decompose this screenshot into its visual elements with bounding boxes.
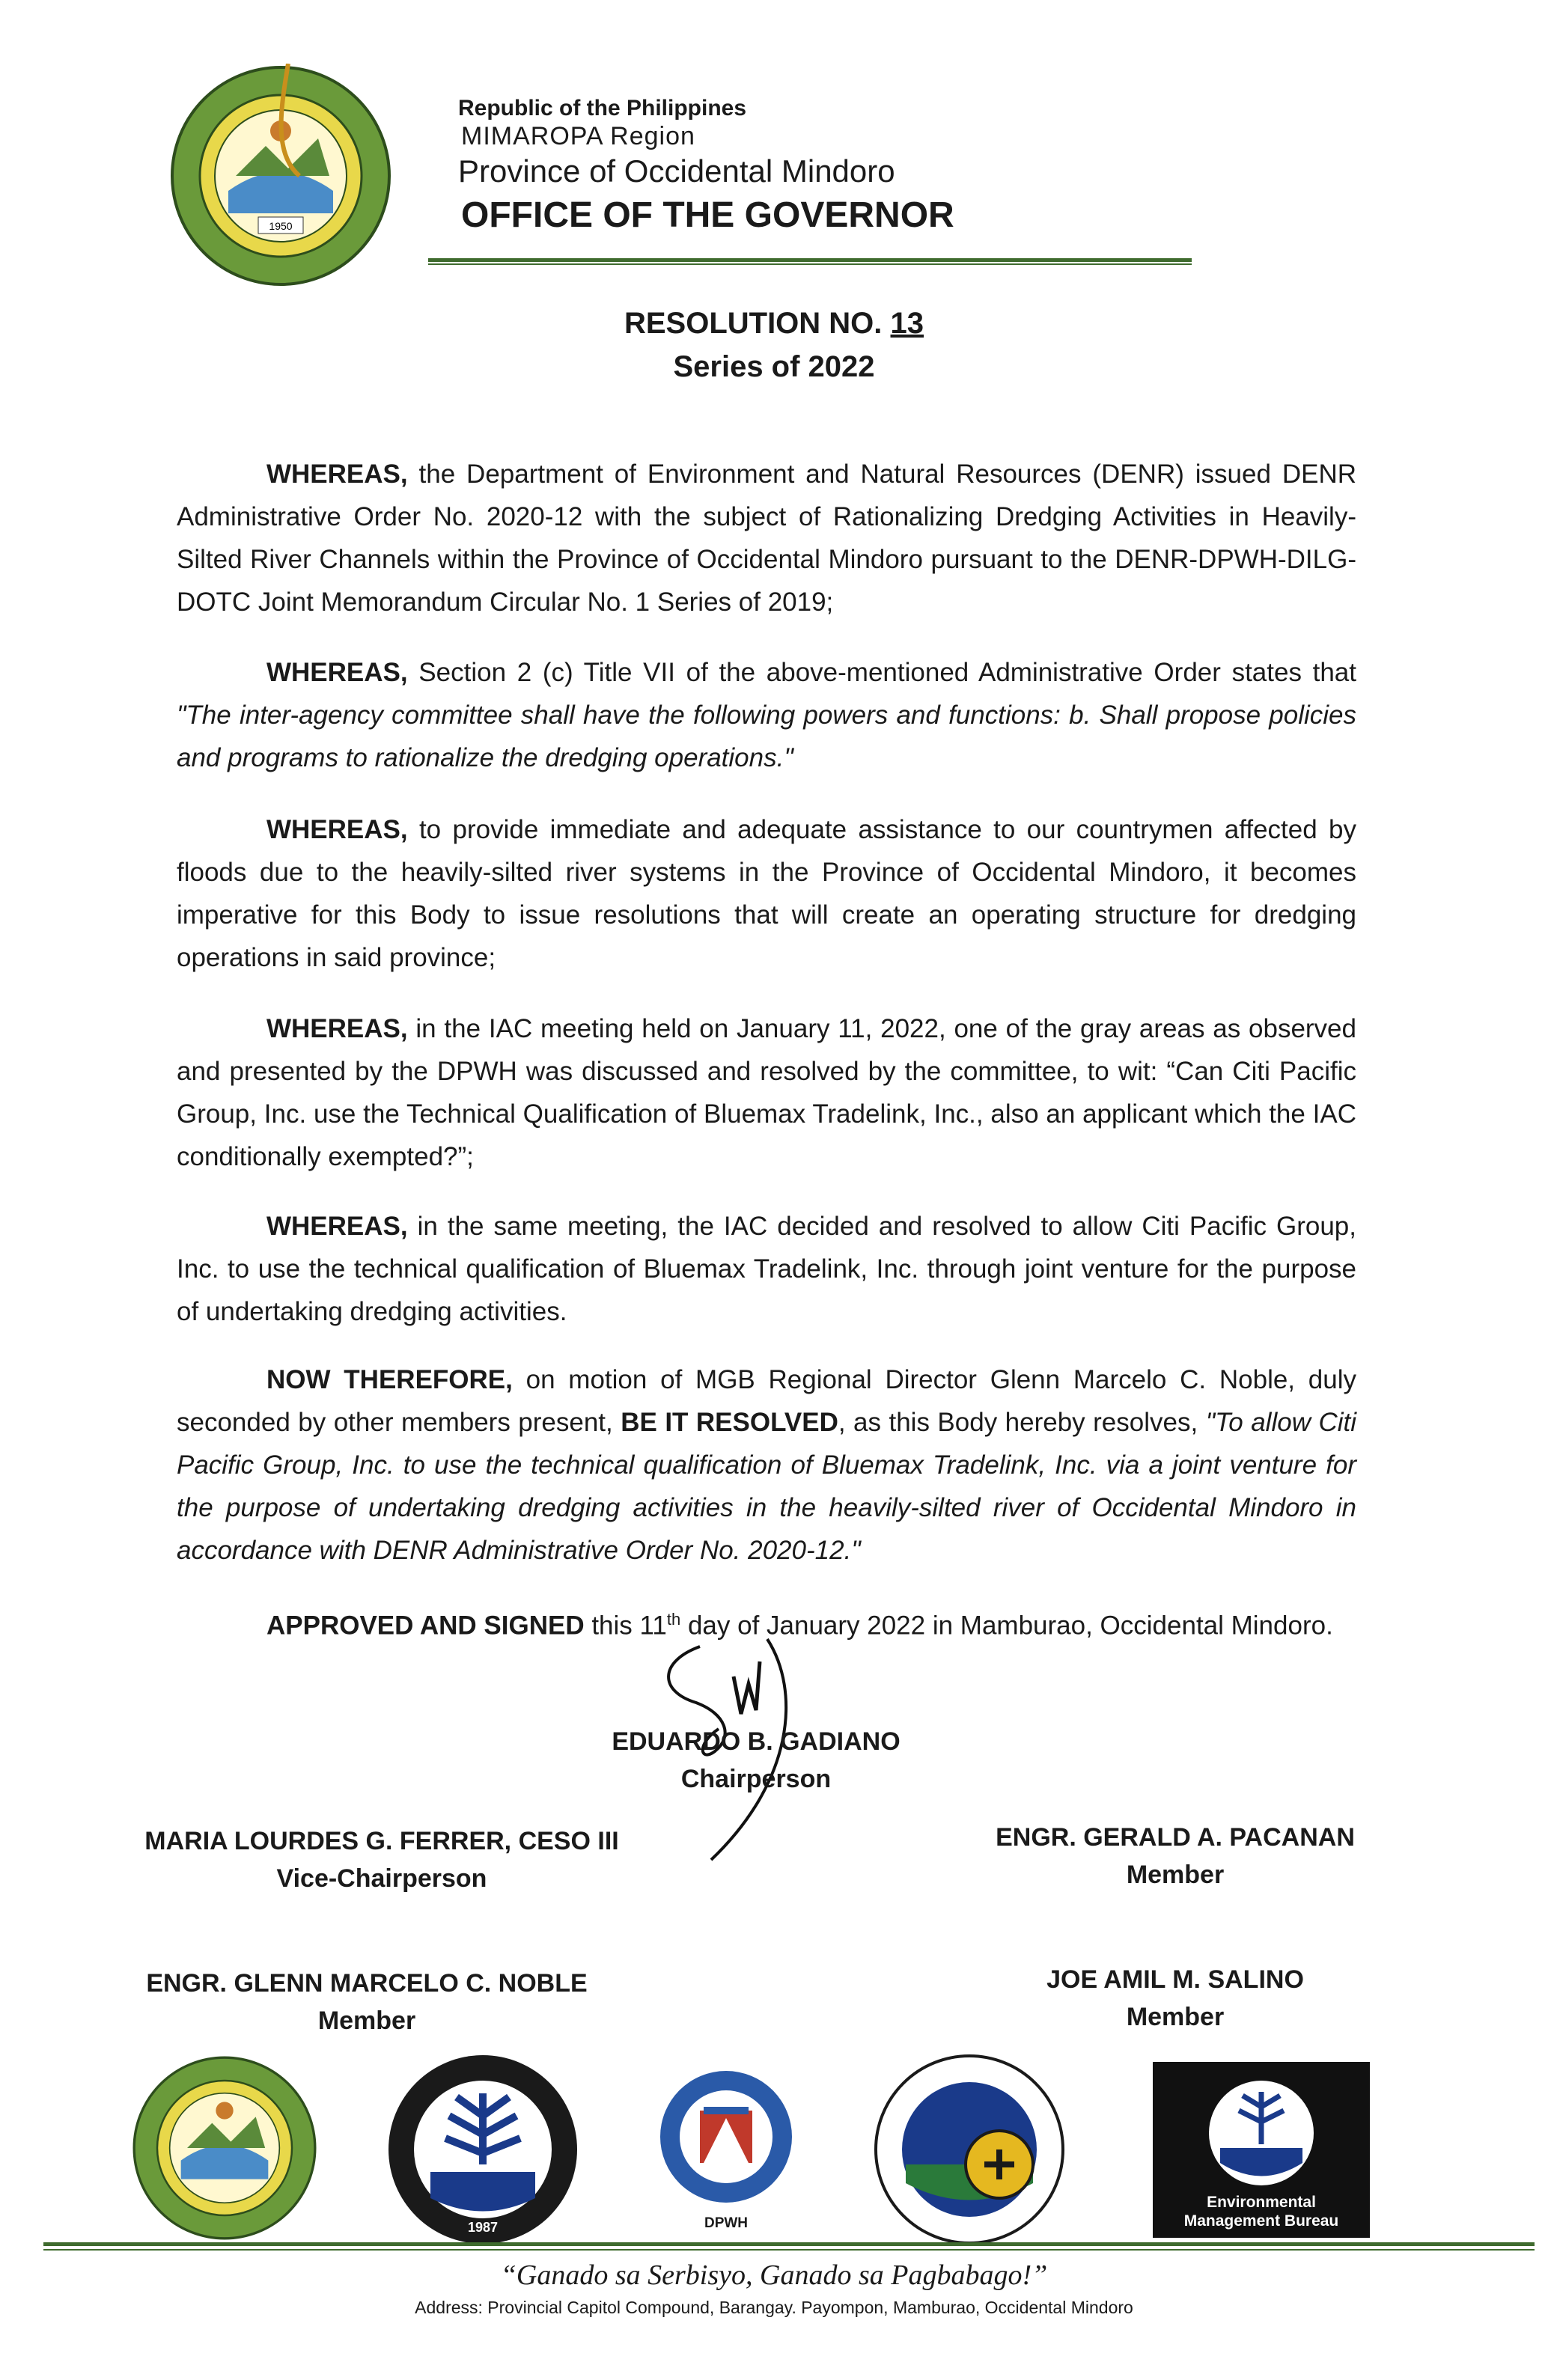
resolution-number: 13: [890, 307, 924, 340]
emb-label: Environmental Management Bureau: [1183, 2194, 1339, 2230]
member-pacanan-role: Member: [1126, 1861, 1225, 1889]
member-salino-role: Member: [1126, 2003, 1225, 2031]
header-region: MIMAROPA Region: [461, 122, 695, 150]
member-pacanan-name: ENGR. GERALD A. PACANAN: [996, 1823, 1355, 1852]
paragraph-text: day of January 2022 in Mamburao, Occidental Mindoro.: [680, 1611, 1333, 1641]
member-salino-name: JOE AMIL M. SALINO: [1046, 1965, 1304, 1994]
whereas-paragraph-4: [177, 1007, 1356, 1178]
header-rule: [428, 258, 1192, 262]
paragraph-text: in the IAC meeting held on January 11, 2022, one of the gray areas as observed and presented by the DPWH was discussed and resolved by the committee, to wit: “Can Citi Pacific Group, Inc. use the Technical Qualification of Bluemax Tradelink, Inc., also an applicant which the IAC conditionally exempted?”;: [177, 1014, 1356, 1171]
whereas-paragraph-5: [177, 1205, 1356, 1333]
footer-rule: [43, 2242, 1535, 2246]
emb-emblem-icon: [1205, 2077, 1317, 2189]
paragraph-text: in the same meeting, the IAC decided and resolved to allow Citi Pacific Group, Inc. to use the technical qualification of Bluemax Tradelink, Inc. through joint venture for the purpose of undertaking dredging activities.: [177, 1212, 1356, 1326]
resolved-paragraph: [177, 1358, 1356, 1572]
chairperson-name: EDUARDO B. GADIANO: [612, 1727, 901, 1756]
whereas-paragraph-2: [177, 651, 1356, 779]
resolution-title: [0, 307, 1548, 341]
emb-logo: [1153, 2062, 1370, 2238]
paragraph-quote: "The inter-agency committee shall have the following powers and functions: b. Shall propose policies and programs to rationalize the dredging operations.": [177, 701, 1356, 772]
member-noble-role: Member: [317, 2007, 416, 2035]
whereas-paragraph-3: [177, 808, 1356, 979]
paragraph-lead: WHEREAS,: [266, 1212, 408, 1241]
header-office: OFFICE OF THE GOVERNOR: [461, 195, 954, 235]
paragraph-text: , as this Body hereby resolves,: [838, 1408, 1206, 1437]
header-republic: Republic of the Philippines: [458, 96, 747, 120]
mgb-logo: [868, 2052, 1070, 2247]
resolution-series: Series of 2022: [673, 350, 875, 383]
seal-year-text: 1950: [269, 220, 293, 232]
header-province: Province of Occidental Mindoro: [458, 153, 895, 189]
provincial-seal-top: [168, 64, 393, 288]
dpwh-label: DPWH: [704, 2215, 749, 2231]
dpwh-logo: [651, 2066, 801, 2215]
footer-rule-thin: [43, 2249, 1535, 2251]
paragraph-lead: APPROVED AND SIGNED: [266, 1611, 585, 1641]
vice-chair-role: Vice-Chairperson: [276, 1864, 487, 1893]
provincial-seal-bottom: [131, 2054, 318, 2242]
footer-address: Address: Provincial Capitol Compound, Barangay. Payompon, Mamburao, Occidental Mindoro: [415, 2298, 1133, 2317]
footer-motto: “Ganado sa Serbisyo, Ganado sa Pagbabago!”: [500, 2260, 1048, 2291]
chairperson-role: Chairperson: [680, 1765, 832, 1793]
paragraph-text: to provide immediate and adequate assistance to our countrymen affected by floods due to the heavily-silted river systems in the Province of Occidental Mindoro, it becomes imperative for this Body to issue resolutions that will create an operating structure for dredging operations in said province;: [177, 815, 1356, 972]
paragraph-text: Section 2 (c) Title VII of the above-mentioned Administrative Order states that: [407, 658, 1356, 687]
paragraph-text: this 11: [584, 1611, 667, 1641]
vice-chair-name: MARIA LOURDES G. FERRER, CESO III: [144, 1827, 619, 1855]
paragraph-lead: NOW THEREFORE,: [266, 1365, 513, 1394]
paragraph-lead: WHEREAS,: [266, 1014, 408, 1043]
paragraph-quote: "To allow Citi Pacific Group, Inc. to use the technical qualification of Bluemax Tradelink, Inc. via a joint venture for the purpose of undertaking dredging activities in the heavily-silted river of Occidental Mindoro in accordance with DENR Administrative Order No. 2020-12.": [177, 1408, 1357, 1565]
paragraph-lead: WHEREAS,: [266, 658, 408, 687]
paragraph-text: on motion of MGB Regional Director Glenn Marcelo C. Noble, duly seconded by other members present,: [177, 1365, 1356, 1437]
paragraph-text: the Department of Environment and Natural Resources (DENR) issued DENR Administrative Order No. 2020-12 with the subject of Rationalizing Dredging Activities in Heavily-Silted River Channels within the Province of Occidental Mindoro pursuant to the DENR-DPWH-DILG-DOTC Joint Memorandum Circular No. 1 Series of 2019;: [177, 460, 1356, 617]
denr-logo: [386, 2052, 580, 2247]
paragraph-bold: BE IT RESOLVED: [621, 1408, 838, 1437]
paragraph-lead: WHEREAS,: [266, 815, 408, 844]
header-rule-thin: [428, 263, 1192, 265]
member-noble-name: ENGR. GLENN MARCELO C. NOBLE: [146, 1969, 588, 1998]
paragraph-lead: WHEREAS,: [266, 460, 408, 489]
resolution-title-prefix: RESOLUTION NO.: [624, 307, 891, 340]
whereas-paragraph-1: [177, 453, 1356, 623]
denr-year-text: 1987: [467, 2220, 499, 2235]
paragraph-sup: th: [666, 1610, 681, 1629]
